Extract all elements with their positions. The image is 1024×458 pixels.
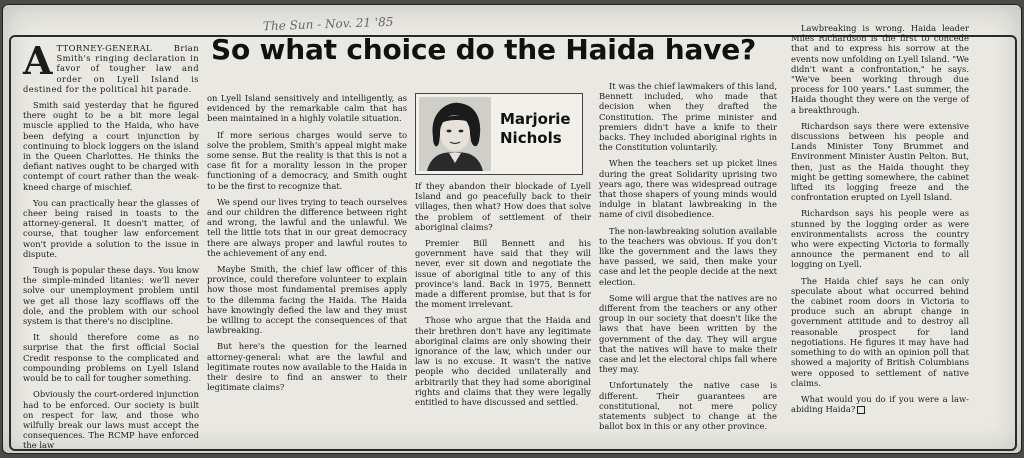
newspaper-clipping [2,4,1022,454]
paragraph: Obviously the court-ordered injunction had to be enforced. Our society is built on respect for law, and those who wilfully break our laws must accept the consequences. The RCMP have enforced the law [23,389,199,451]
column-2 [207,93,407,435]
paragraph: The non-lawbreaking solution available to the teachers was obvious. If you don't like the government and the laws they have passed, we said, then make your case and let the people decide at the next election. [599,225,777,287]
byline-first-name: Marjorie [500,110,571,128]
paragraph: Maybe Smith, the chief law officer of this province, could therefore volunteer to explain how those most fundamental premises apply to the dilemma facing the Haida. The Haida have knowingly defied the law and they must be willing to accept the consequences of that lawbreaking. [207,264,407,336]
portrait-image [419,97,491,171]
paragraph: Unfortunately the native case is different. Their guarantees are constitutional, not mere policy statements subject to change at the ballot box in this or any other province. [599,380,777,432]
paragraph: When the teachers set up picket lines during the great Solidarity uprising two years ago, there was widespread outrage that those shapers of young minds would indulge in blatant lawbreaking in the name of civil disobedience. [599,158,777,220]
column-5 [791,23,969,437]
paragraph: You can practically hear the glasses of cheer being raised in toasts to the attorney-general. It doesn't matter, of course, that tougher law enforcement won't provide a solution to the issue in dispute. [23,197,199,259]
paragraph: Smith said yesterday that he figured there ought to be a bit more legal muscle applied to the Haida, who have been defying a court injunction by continuing to block loggers on the island in the Queen Charlottes. He thinks the defiant natives ought to be charged with contempt of court rather than the weak-kneed charge of mischief. [23,100,199,192]
byline-last-name: Nichols [500,129,562,147]
end-mark-icon [857,406,865,414]
paragraph: It was the chief lawmakers of this land, Bennett included, who made that decision when they drafted the Constitution. The prime minister and premiers didn't have a knife to their backs. They included aboriginal rights in the Constitution voluntarily. [599,81,777,153]
columnist-photo [419,97,491,171]
closing-question: What would you do if you were a law-abiding Haida? [791,393,969,415]
paragraph: Richardson says his people were as stunned by the logging order as were environmentalists across the country who were expecting Victoria to formally announce the permanent end to all logging on Lyell. [791,208,969,270]
lead-paragraph [23,38,199,94]
paragraph: Lawbreaking is wrong. Haida leader Miles Richardson is the first to concede that and to express his sorrow at the events now unfolding on Lyell Island. "We didn't want a confrontation," he says. "We've been working through due process for 100 years." Last summer, the Haida thought they were on the verge of a breakthrough. [791,23,970,115]
column-4 [599,81,777,437]
column-1 [23,38,199,451]
paragraph: If more serious charges would serve to solve the problem, Smith's appeal might make some sense. But the reality is that this is not a case fit for a morality lesson in the proper functioning of a democracy, and Smith ought to be the first to recognize that. [207,129,407,191]
paragraph: Some will argue that the natives are no different from the teachers or any other group in our society that doesn't like the laws that have been written by the government of the day. They will argue that the natives will have to make their case and let the electoral chips fall where they may. [599,292,777,375]
byline-box [415,93,583,175]
paragraph: If they abandon their blockade of Lyell Island and go peacefully back to their villages, then what? How does that solve the problem of settlement of their aboriginal claims? [415,181,591,232]
handwritten-date-note: The Sun - Nov. 21 '85 [262,14,394,34]
lead-text: TTORNEY-GENERAL Brian Smith's ringing declaration in favor of tougher law and order on Lyell Island is destined for the political hit parade. [23,43,199,94]
column-3 [415,181,591,437]
paragraph: But here's the question for the learned attorney-general: what are the lawful and legitimate routes now available to the Haida in their desire to find an answer to their legitimate claims? [207,341,407,393]
paragraph: It should therefore come as no surprise that the first official Social Credit response to the complicated and compounding problems on Lyell Island would be to call for tougher something. [23,332,199,384]
paragraph: Richardson says there were extensive discussions between his people and Lands Minister Tony Brummet and Environment Minister Austin Pelton. But, then, just as the Haida thought they might be getting somewhere, the cabinet lifted its logging freeze and the confrontation erupted on Lyell Island. [791,120,969,203]
paragraph-final [791,394,969,414]
paragraph: The Haida chief says he can only speculate about what occurred behind the cabinet room doors in Victoria to produce such an abrupt change in government attitude and to destroy all reasonable prospect for land negotiations. He figures it may have had something to do with an opinion poll that showed a majority of British Columbians were opposed to settlement of native claims. [791,275,969,388]
paragraph: on Lyell Island sensitively and intelligently, as evidenced by the remarkable calm that has been maintained in a highly volatile situation. [207,93,407,124]
paragraph: We spend our lives trying to teach ourselves and our children the difference between right and wrong, the lawful and the unlawful. We tell the little tots that in our great democracy there are always proper and lawful routes to the achievement of any end. [207,196,407,258]
paragraph: Premier Bill Bennett and his government have said that they will never, ever sit down and negotiate the issue of aboriginal title to any of this province's land. Back in 1975, Bennett made a different promise, but that is for the moment irrelevant. [415,238,591,310]
paragraph: Those who argue that the Haida and their brethren don't have any legitimate aboriginal claims are only showing their ignorance of the law, which under our law is no excuse. It wasn't the native people who decided unilaterally and arbitrarily that they had some aboriginal rights and claims that they were legally entitled to have discussed and settled. [415,315,591,408]
headline: So what choice do the Haida have? [211,33,757,66]
drop-cap: A [23,38,53,83]
byline [500,110,571,148]
paragraph: Tough is popular these days. You know the simple-minded litanies: we'll never solve our unemployment problem until we get all those lazy scofflaws off the dole, and the problem with our school system is that there's no discipline. [23,265,199,327]
